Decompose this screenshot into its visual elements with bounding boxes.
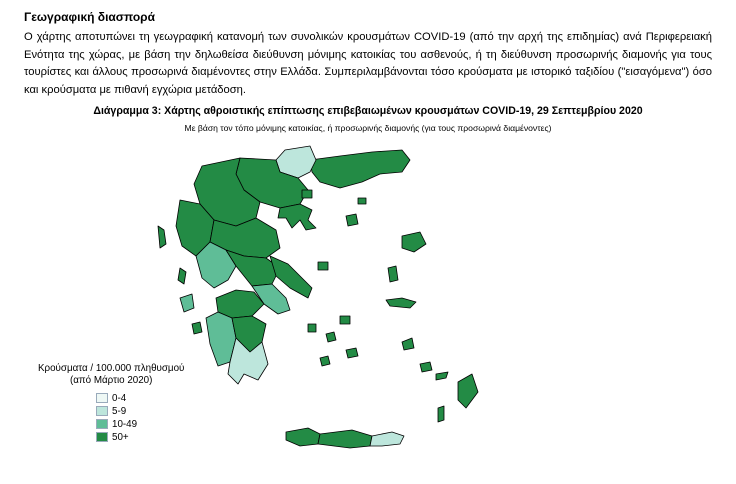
legend-item: [96, 406, 184, 416]
region-lesvos: [402, 232, 426, 252]
region-crete-east: [370, 432, 404, 446]
region-cyclades-1: [308, 324, 316, 332]
region-thrace: [310, 150, 410, 188]
legend-label: 5-9: [112, 405, 127, 417]
region-crete-west: [286, 428, 320, 446]
legend-items: [96, 393, 184, 442]
legend-swatch: [96, 419, 108, 429]
legend-label: 10-49: [112, 418, 138, 430]
region-dodecanese-1: [402, 338, 414, 350]
region-samothraki: [358, 198, 366, 204]
region-chios: [388, 266, 398, 282]
legend-label: 50+: [112, 431, 129, 443]
region-skyros: [318, 262, 328, 270]
legend-label: 0-4: [112, 392, 127, 404]
region-cyclades-5: [320, 356, 330, 366]
region-dodecanese-2: [420, 362, 432, 372]
legend-item: [96, 393, 184, 403]
figure-subtitle: Με βάση τον τόπο μόνιμης κατοικίας, ή προσωρινής διαμονής (για τους προσωρινά διαμένοντες): [184, 123, 552, 133]
greece-choropleth-map: [140, 138, 540, 468]
region-kefalonia: [180, 294, 194, 312]
legend-item: [96, 419, 184, 429]
legend-title-line2: (από Μάρτιο 2020): [69, 375, 153, 386]
region-karpathos: [438, 406, 444, 422]
legend-title: [38, 363, 184, 387]
section-heading: Γεωγραφική διασπορά: [24, 10, 155, 24]
region-cyclades-3: [340, 316, 350, 324]
map-legend: [38, 363, 184, 442]
figure-title: Διάγραμμα 3: Χάρτης αθροιστικής επίπτωσης επιβεβαιωμένων κρουσμάτων COVID-19, 29 Σεπτεμβρίου 2020: [93, 105, 643, 117]
region-lemnos: [346, 214, 358, 226]
region-lefkada: [178, 268, 186, 284]
region-crete-central: [318, 430, 372, 448]
legend-swatch: [96, 393, 108, 403]
region-cyclades-2: [326, 332, 336, 342]
region-ikaria-samos: [386, 298, 416, 308]
region-thasos: [302, 190, 312, 198]
region-corfu: [158, 226, 166, 248]
legend-item: [96, 432, 184, 442]
legend-title-line1: Κρούσματα / 100.000 πληθυσμού: [38, 363, 185, 374]
legend-swatch: [96, 432, 108, 442]
region-chalkidiki: [278, 204, 316, 230]
region-kos: [436, 372, 448, 380]
region-zakynthos: [192, 322, 202, 334]
region-cyclades-4: [346, 348, 358, 358]
description-paragraph: Ο χάρτης αποτυπώνει τη γεωγραφική κατανομή των συνολικών κρουσμάτων COVID-19 (από την αρχή της επιδημίας) ανά Περιφερειακή Ενότητα της χώρας, με βάση την δηλωθείσα διεύθυνση μόνιμης κατοικίας του ασθενούς, ή τη διεύθυνση προσωρινής διαμονής για τους τουρίστες και άλλους προσωρινά διαμένοντες στην Ελλάδα. Συμπεριλαμβάνονται τόσο κρούσματα με ιστορικό ταξιδίου ("εισαγόμενα") όσο και κρούσματα με πιθανή εγχώρια μετάδοση.: [24, 31, 712, 96]
legend-swatch: [96, 406, 108, 416]
region-rhodes: [458, 374, 478, 408]
